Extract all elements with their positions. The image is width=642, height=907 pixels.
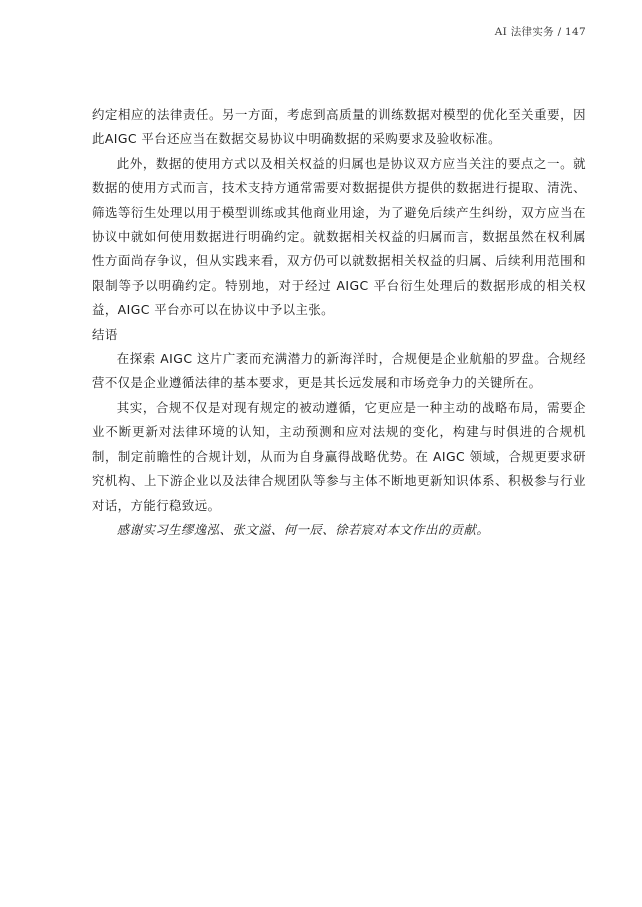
paragraph-conclusion-2: 其实，合规不仅是对现有规定的被动遵循，它更应是一种主动的战略布局，需要企业不断更新对法律环境的认知，主动预测和应对法规的变化，构建与时俱进的合规机制，制定前瞻性的合规计划，从而为自身赢得战略优势。在 AIGC 领域，合规更要求研究机构、上下游企业以及法律合规团队等参与主体不断地更新知识体系、积极参与行业对话，方能行稳致远。 <box>92 399 586 513</box>
paragraph-conclusion-1: 在探索 AIGC 这片广袤而充满潜力的新海洋时，合规便是企业航船的罗盘。合规经营不仅是企业遵循法律的基本要求，更是其长远发展和市场竞争力的关键所在。 <box>92 351 586 391</box>
acknowledgement: 感谢实习生缪逸泓、张文溢、何一辰、徐若宸对本文作出的贡献。 <box>116 521 490 537</box>
running-header: AI 法律实务 / 147 <box>494 26 586 38</box>
paragraph-data-usage: 此外，数据的使用方式以及相关权益的归属也是协议双方应当关注的要点之一。就数据的使用方式而言，技术支持方通常需要对数据提供方提供的数据进行提取、清洗、筛选等衍生处理以用于模型训练或其他商业用途，为了避免后续产生纠纷，双方应当在协议中就如何使用数据进行明确约定。就数据相关权益的归属而言，数据虽然在权利属性方面尚存争议，但从实践来看，双方仍可以就数据相关权益的归属、后续利用范围和限制等予以明确约定。特别地，对于经过 AIGC 平台衍生处理后的数据形成的相关权益，AIGC 平台亦可以在协议中予以主张。 <box>92 155 586 318</box>
paragraph-continuation: 约定相应的法律责任。另一方面，考虑到高质量的训练数据对模型的优化至关重要，因此AIGC 平台还应当在数据交易协议中明确数据的采购要求及验收标准。 <box>92 107 586 147</box>
section-heading-conclusion: 结语 <box>92 326 118 342</box>
page-body <box>92 103 586 542</box>
